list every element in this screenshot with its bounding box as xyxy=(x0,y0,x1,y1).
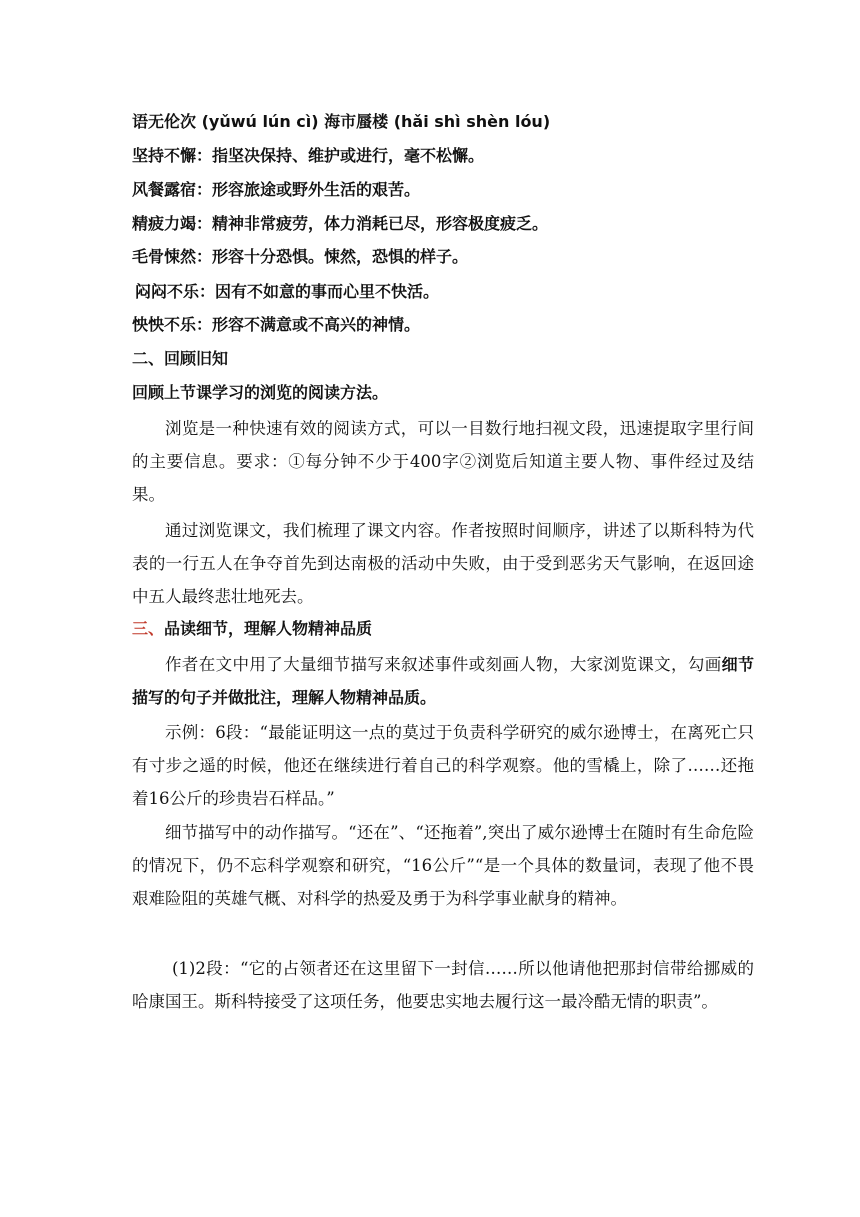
section3-intro-normal: 作者在文中用了大量细节描写来叙述事件或刻画人物，大家浏览课文，勾画 xyxy=(165,655,722,674)
vocab-line-jingpilijie: 精疲力竭：精神非常疲劳，体力消耗已尽，形容极度疲乏。 xyxy=(132,214,549,233)
section3-intro-bold: 细节描写的句子并做批注，理解人物精神品质。 xyxy=(132,655,754,707)
section3-paragraph-intro xyxy=(132,648,754,714)
vocab-line-menmenbule: 闷闷不乐：因有不如意的事而心里不快活。 xyxy=(135,282,440,301)
section2-heading: 二、回顾旧知 xyxy=(132,349,229,368)
section3-example: 示例：6段：“最能证明这一点的莫过于负责科学研究的威尔逊博士，在离死亡只有寸步之遥的时候，他还在继续进行着自己的科学观察。他的雪橇上，除了……还拖着16公斤的珍贵岩石样品。” xyxy=(132,723,754,808)
vocab-line-maogusongran: 毛骨悚然：形容十分恐惧。悚然，恐惧的样子。 xyxy=(132,247,469,266)
section2-subheading: 回顾上节课学习的浏览的阅读方法。 xyxy=(132,383,389,402)
section3-heading xyxy=(132,618,762,640)
section3-heading-text: 品读细节，理解人物精神品质 xyxy=(164,619,373,638)
section2-paragraph-browsing: 浏览是一种快速有效的阅读方式，可以一目数行地扫视文段，迅速提取字里行间的主要信息。要求：①每分钟不少于400字②浏览后知道主要人物、事件经过及结果。 xyxy=(132,419,754,504)
vocab-line-pinyin: 语无伦次 (yǔwú lún cì) 海市蜃楼 (hǎi shì shèn lóu) xyxy=(132,112,551,131)
section3-heading-number: 三、 xyxy=(132,619,165,638)
section2-paragraph-summary: 通过浏览课文，我们梳理了课文内容。作者按照时间顺序，讲述了以斯科特为代表的一行五人在争夺首先到达南极的活动中失败，由于受到恶劣天气影响，在返回途中五人最终悲壮地死去。 xyxy=(132,521,754,606)
vocab-line-yangyangbule: 怏怏不乐：形容不满意或不高兴的神情。 xyxy=(132,315,421,334)
vocab-line-jianchibuxie: 坚持不懈：指坚决保持、维护或进行，毫不松懈。 xyxy=(132,146,485,165)
section3-analysis: 细节描写中的动作描写。“还在”、“还拖着”,突出了威尔逊博士在随时有生命危险的情况下，仍不忘科学观察和研究，“16公斤”“是一个具体的数量词，表现了他不畏艰难险阻的英雄气概、对科学的热爱及勇于为科学事业献身的精神。 xyxy=(132,823,754,908)
vocab-line-fengcanlusu: 风餐露宿：形容旅途或野外生活的艰苦。 xyxy=(132,180,421,199)
section3-item-1: (1)2段：“它的占领者还在这里留下一封信……所以他请他把那封信带给挪威的哈康国王。斯科特接受了这项任务，他要忠实地去履行这一最冷酷无情的职责”。 xyxy=(132,959,754,1011)
